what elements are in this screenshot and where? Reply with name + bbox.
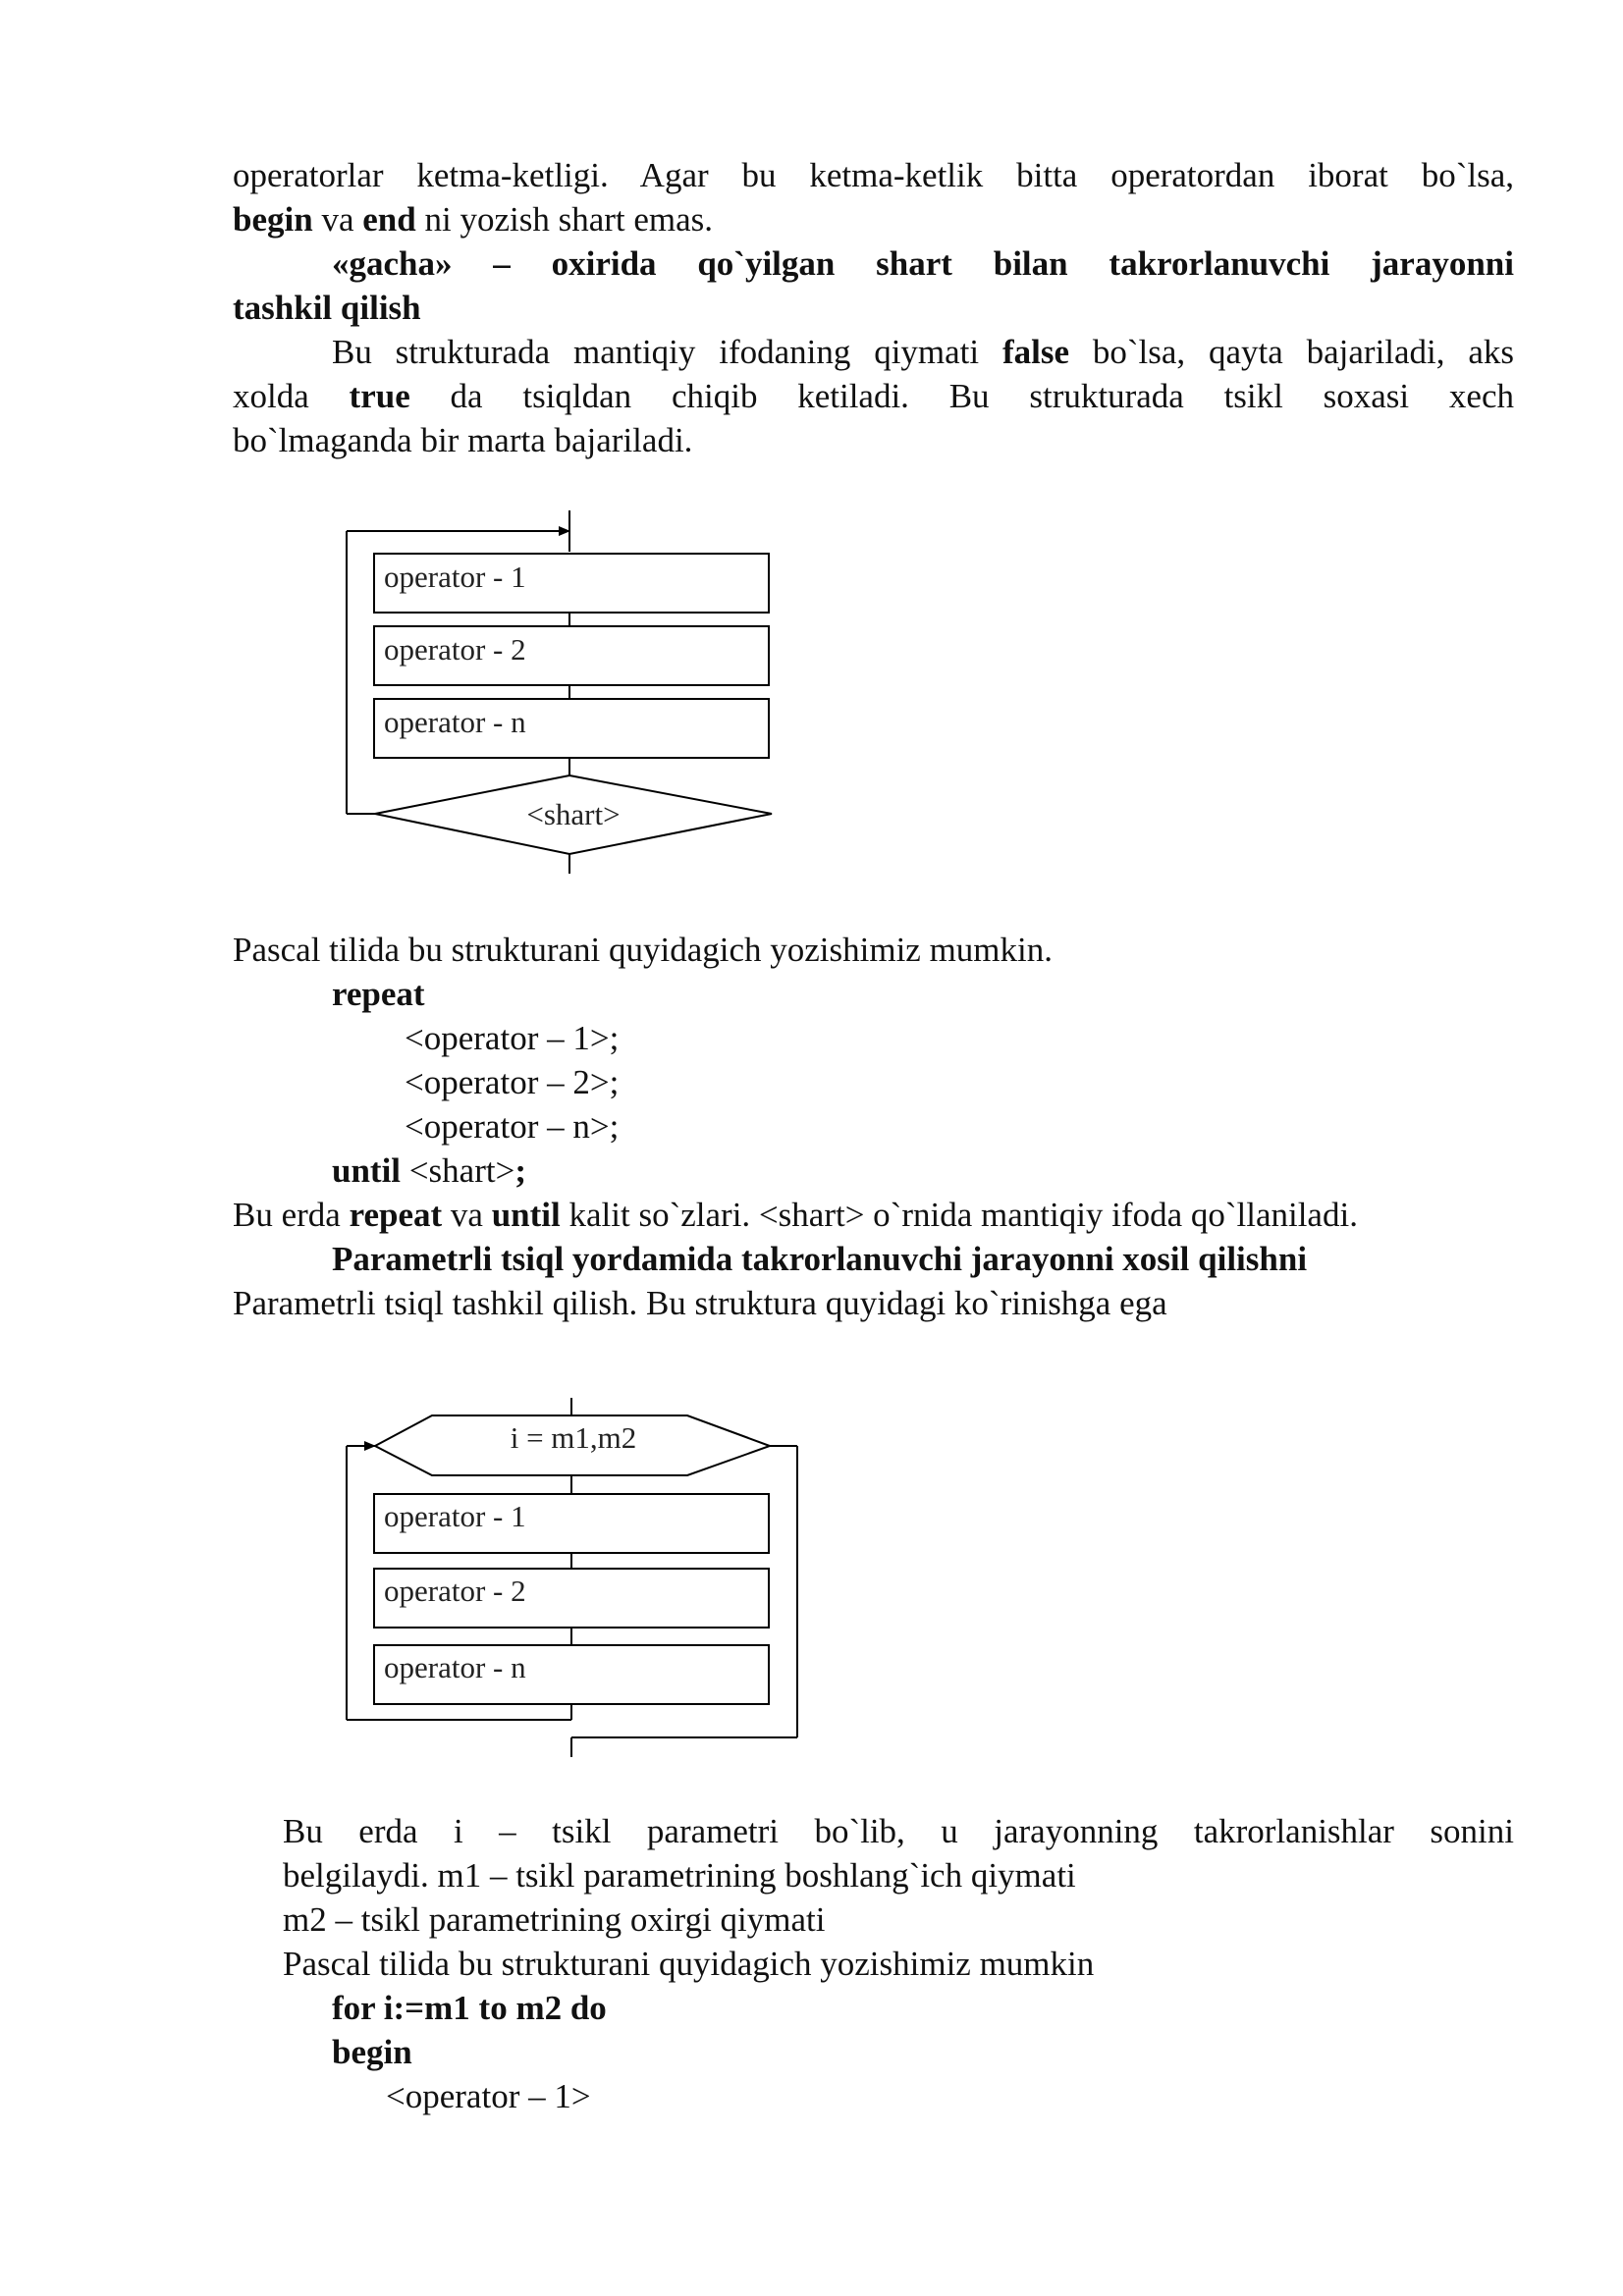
code1-intro: Pascal tilida bu strukturani quyidagich yozishimiz mumkin. [233,931,1054,969]
intro-line-2: begin va end ni yozish shart emas. [233,200,714,239]
code1-operator-2: <operator – 2>; [405,1063,620,1101]
explain2-line-3: m2 – tsikl parametrining oxirgi qiymati [283,1900,826,1939]
code2-operator-1: <operator – 1> [386,2077,591,2115]
keyword-false: false [1001,333,1070,371]
section2-heading: Parametrli tsiql yordamida takrorlanuvchi jarayonni xosil qilishni [332,1240,1308,1278]
section1-paragraph-line-1: Bu strukturada mantiqiy ifodaning qiymati false bo`lsa, qayta bajariladi, aks [332,333,1515,371]
explain2-line-4: Pascal tilida bu strukturani quyidagich yozishimiz mumkin [283,1945,1095,1983]
code2-for: for i:=m1 to m2 do [332,1989,607,2027]
section1-paragraph-line-3: bo`lmaganda bir marta bajariladi. [233,421,693,459]
diagram1-operator-2-label: operator - 2 [384,632,526,667]
keyword-true: true [349,377,410,415]
section1-heading-line-2: tashkil qilish [233,289,421,327]
diagram1-operator-1-label: operator - 1 [384,560,526,594]
diagram1-operator-n-label: operator - n [384,705,526,739]
section1-paragraph-line-2: xolda true da tsiqldan chiqib ketiladi. Bu strukturada tsikl soxasi xech [233,377,1514,415]
diagram2-operator-1-label: operator - 1 [384,1499,526,1533]
section1-heading-line-1: «gacha» – oxirida qo`yilgan shart bilan takrorlanuvchi jarayonni [332,244,1514,283]
diagram2-operator-n-label: operator - n [384,1650,526,1684]
keyword-end: end [362,200,416,239]
keyword-begin: begin [233,200,313,239]
explain2-line-1: Bu erda i – tsikl parametri bo`lib, u jarayonning takrorlanishlar sonini [283,1812,1514,1850]
diagram2-operator-2-label: operator - 2 [384,1574,526,1608]
code2-begin: begin [332,2033,412,2071]
section2-line: Parametrli tsiql tashkil qilish. Bu struktura quyidagi ko`rinishga ega [233,1284,1167,1322]
diagram1-condition-label: <shart> [526,797,621,831]
code1-until: until <shart>; [332,1151,526,1190]
code1-operator-1: <operator – 1>; [405,1019,620,1057]
code1-operator-n: <operator – n>; [405,1107,620,1146]
intro-line-1: operatorlar ketma-ketligi. Agar bu ketma-ketlik bitta operatordan iborat bo`lsa, [233,156,1514,194]
explain2-line-2: belgilaydi. m1 – tsikl parametrining boshlang`ich qiymati [283,1856,1076,1895]
diagram2-header-label: i = m1,m2 [510,1420,637,1455]
explain1-line: Bu erda repeat va until kalit so`zlari. <shart> o`rnida mantiqiy ifoda qo`llaniladi. [233,1196,1358,1234]
code1-repeat: repeat [332,975,425,1013]
